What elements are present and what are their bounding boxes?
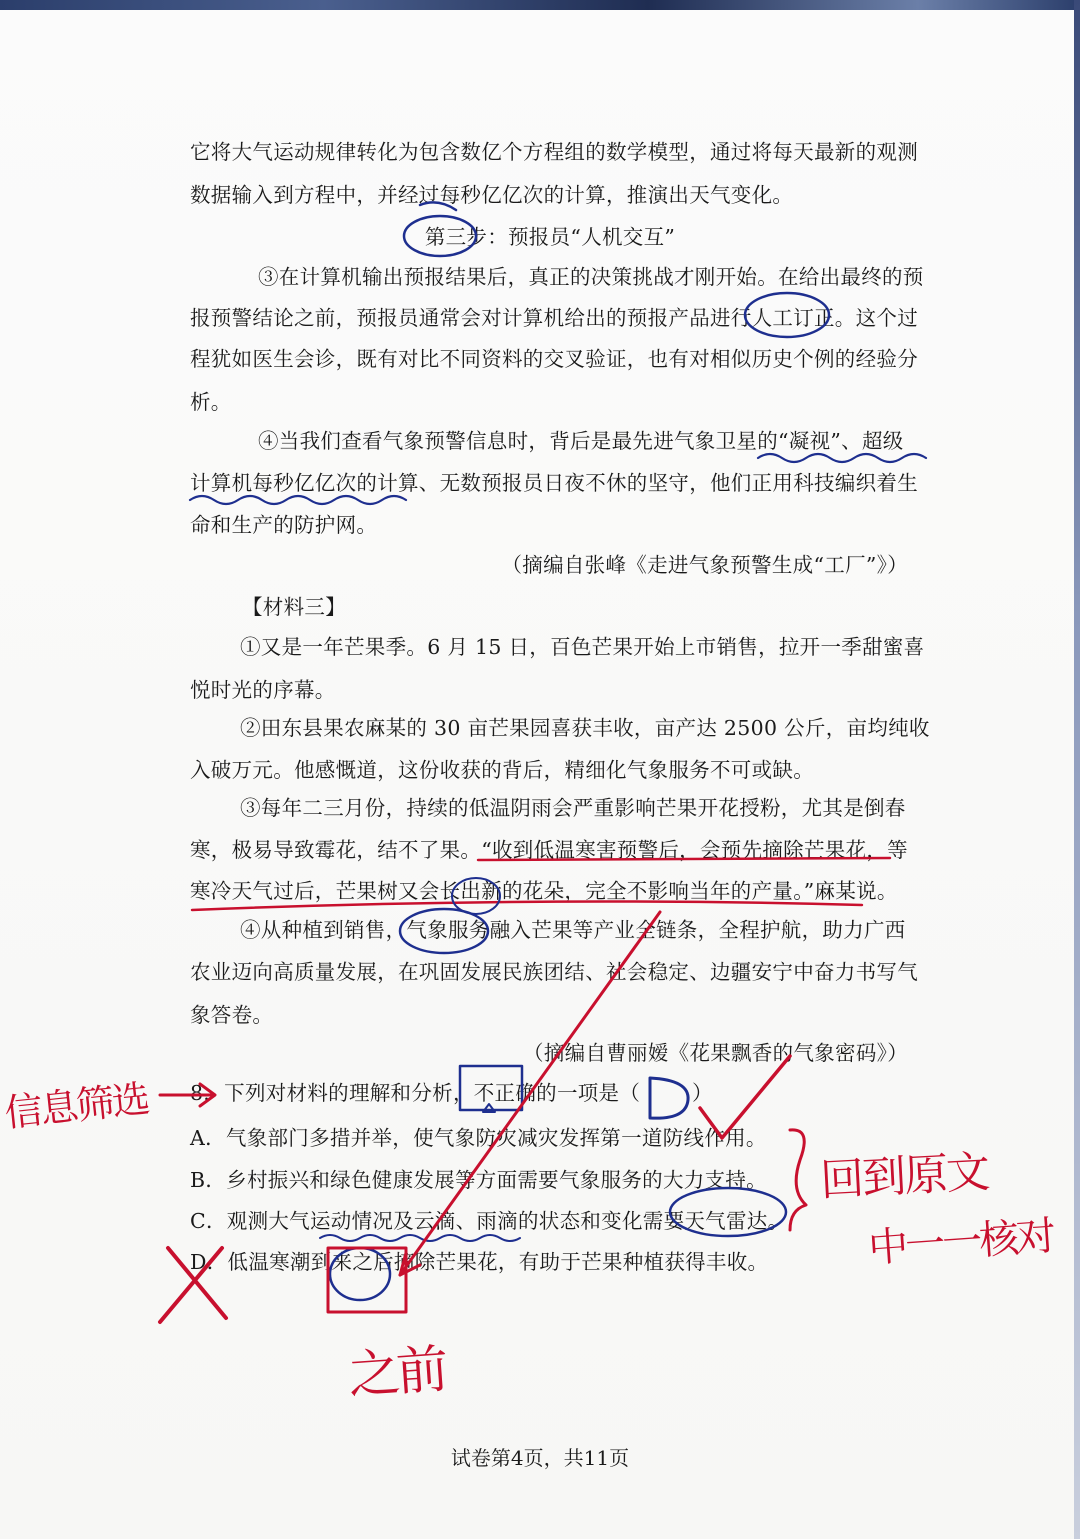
- red-check: [700, 1056, 790, 1138]
- material3-para4: 农业迈向高质量发展，在巩固发展民族团结、社会稳定、边疆安宁中奋力书写气: [190, 960, 918, 984]
- blue-circle-radar: [670, 1188, 786, 1236]
- blue-wavy-option-c: [320, 1235, 520, 1241]
- material3-para1: ①又是一年芒果季。6 月 15 日，百色芒果开始上市销售，拉开一季甜蜜喜: [240, 635, 925, 659]
- material3-heading: 【材料三】: [242, 595, 346, 619]
- answer-d-ink: [650, 1078, 688, 1118]
- material2-para3: ③在计算机输出预报结果后，真正的决策挑战才刚开始。在给出最终的预: [258, 265, 924, 289]
- material2-source: （摘编自张峰《走进气象预警生成“工厂”》）: [501, 553, 908, 577]
- red-bracket: [790, 1130, 806, 1230]
- red-arrow-left: [160, 1084, 215, 1106]
- handwritten-note-right-2: 中一一核对: [866, 1213, 1055, 1272]
- material3-para3: 寒，极易导致霉花，结不了果。“收到低温寒害预警后，会预先摘除芒果花，等: [190, 838, 908, 862]
- material3-para3: 寒冷天气过后，芒果树又会长出新的花朵，完全不影响当年的产量。”麻某说。: [190, 879, 898, 903]
- material2-para4: 命和生产的防护网。: [190, 513, 378, 537]
- blue-circle-zhi: [330, 1248, 390, 1300]
- page-footer: 试卷第4页，共11页: [450, 1446, 630, 1470]
- material3-para2: ②田东县果农麻某的 30 亩芒果园喜获丰收，亩产达 2500 公斤，亩均纯收: [240, 716, 930, 740]
- material3-para3: ③每年二三月份，持续的低温阴雨会严重影响芒果开花授粉，尤其是倒春: [240, 796, 906, 820]
- handwritten-answer: [700, 1066, 701, 1067]
- blue-wavy-underline: [190, 496, 406, 504]
- option-c: C．观测大气运动情况及云滴、雨滴的状态和变化需要天气雷达。: [190, 1209, 789, 1233]
- blue-circle-step3: [404, 216, 476, 256]
- option-b: B．乡村振兴和绿色健康发展等方面需要气象服务的大力支持。: [190, 1168, 767, 1192]
- material2-para4: ④当我们查看气象预警信息时，背后是最先进气象卫星的“凝视”、超级: [258, 429, 904, 453]
- material3-source: （摘编自曹丽嫒《花果飘香的气象密码》）: [523, 1041, 908, 1065]
- red-underline: [192, 901, 862, 910]
- material3-para4: ④从种植到销售，气象服务融入芒果等产业全链条，全程护航，助力广西: [240, 918, 906, 942]
- material3-para4: 象答卷。: [190, 1003, 274, 1027]
- material2-para3: 报预警结论之前，预报员通常会对计算机给出的预报产品进行人工订正。这个过: [190, 306, 918, 330]
- material2-para3: 程犹如医生会诊，既有对比不同资料的交叉验证，也有对相似历史个例的经验分: [190, 347, 918, 371]
- handwritten-note-left: 信息筛选: [2, 1076, 151, 1136]
- option-a: A．气象部门多措并举，使气象防灾减灾发挥第一道防线作用。: [190, 1126, 767, 1150]
- blue-circle-manual: [745, 293, 829, 337]
- blue-check-step3: [420, 202, 456, 210]
- question-stem: 8．下列对材料的理解和分析，不正确的一项是（: [190, 1081, 641, 1105]
- material2-line: 数据输入到方程中，并经过每秒亿亿次的计算，推演出天气变化。: [190, 183, 794, 207]
- red-arrow: [400, 912, 660, 1275]
- blue-circle-flower: [452, 878, 500, 914]
- material3-para1: 悦时光的序幕。: [190, 678, 336, 702]
- material2-para4: 计算机每秒亿亿次的计算、无数预报员日夜不休的坚守，他们正用科技编织着生: [190, 471, 918, 495]
- blue-wavy-underline: [758, 454, 926, 462]
- material2-line: 它将大气运动规律转化为包含数亿个方程组的数学模型，通过将每天最新的观测: [190, 140, 918, 164]
- red-box-laizhi: [328, 1248, 406, 1312]
- material2-para3: 析。: [190, 390, 232, 414]
- option-d: D．低温寒潮到来之后摘除芒果花，有助于芒果种植获得丰收。: [190, 1250, 769, 1274]
- handwritten-note-bottom: 之前: [346, 1339, 447, 1407]
- blue-box-incorrect: [460, 1066, 522, 1110]
- blue-circle-service: [400, 909, 488, 953]
- step3-heading: 第三步：预报员“人机交互”: [424, 225, 676, 249]
- red-underline: [478, 858, 890, 860]
- handwritten-note-right-1: 回到原文: [819, 1146, 990, 1207]
- red-cross: [160, 1248, 226, 1322]
- question-stem-close: ）: [692, 1081, 713, 1105]
- material3-para2: 入破万元。他感慨道，这份收获的背后，精细化气象服务不可或缺。: [190, 758, 814, 782]
